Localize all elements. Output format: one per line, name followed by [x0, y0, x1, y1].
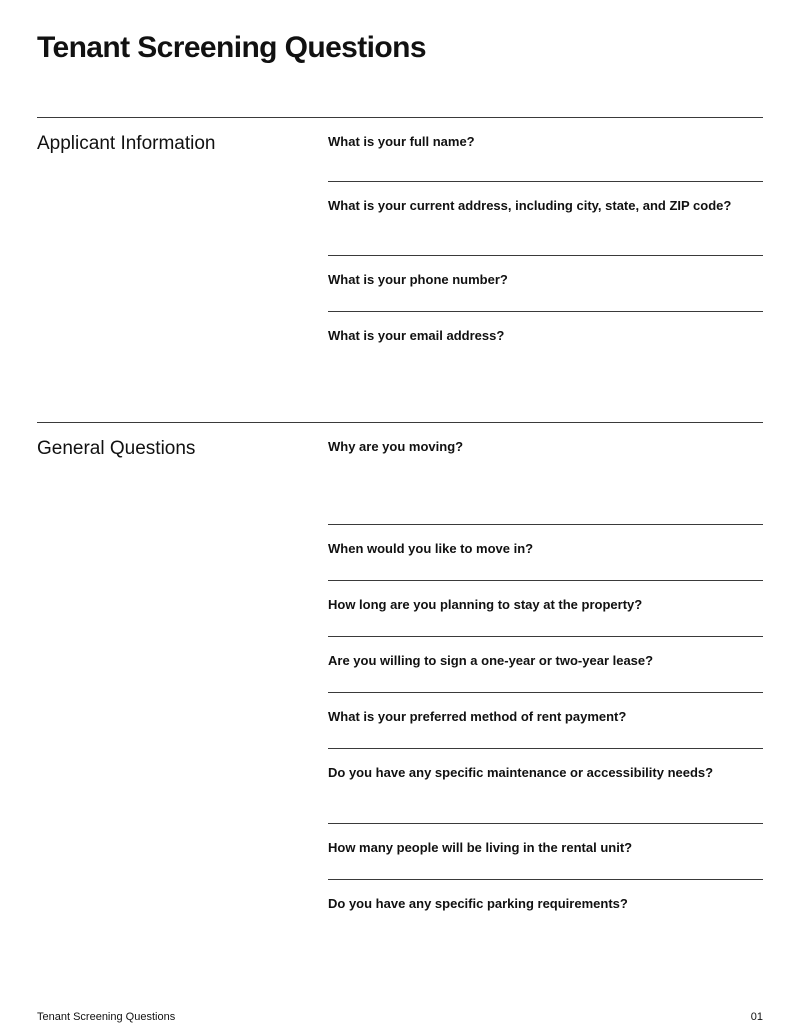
section-title: General Questions [37, 438, 196, 459]
question-phone-number: What is your phone number? [328, 255, 763, 311]
question-rent-payment-method: What is your preferred method of rent payment? [328, 692, 763, 748]
question-lease-term: Are you willing to sign a one-year or two-year lease? [328, 636, 763, 692]
question-list [328, 423, 763, 935]
question-list [328, 118, 763, 401]
page-title: Tenant Screening Questions [37, 31, 426, 64]
question-full-name: What is your full name? [328, 134, 475, 149]
section-title: Applicant Information [37, 133, 216, 154]
question-reason-for-moving: Why are you moving? [328, 439, 464, 454]
question-length-of-stay: How long are you planning to stay at the property? [328, 580, 763, 636]
section-general-questions [37, 422, 763, 983]
question-maintenance-accessibility: Do you have any specific maintenance or accessibility needs? [328, 748, 763, 823]
question-number-of-occupants: How many people will be living in the rental unit? [328, 823, 763, 879]
question-current-address: What is your current address, including city, state, and ZIP code? [328, 181, 763, 255]
footer-page-number: 01 [750, 1011, 763, 1023]
question-email-address: What is your email address? [328, 311, 763, 401]
question-move-in-date: When would you like to move in? [328, 524, 763, 580]
footer-document-name: Tenant Screening Questions [37, 1011, 176, 1023]
section-applicant-information [37, 117, 763, 423]
question-parking-requirements: Do you have any specific parking requirements? [328, 879, 763, 935]
